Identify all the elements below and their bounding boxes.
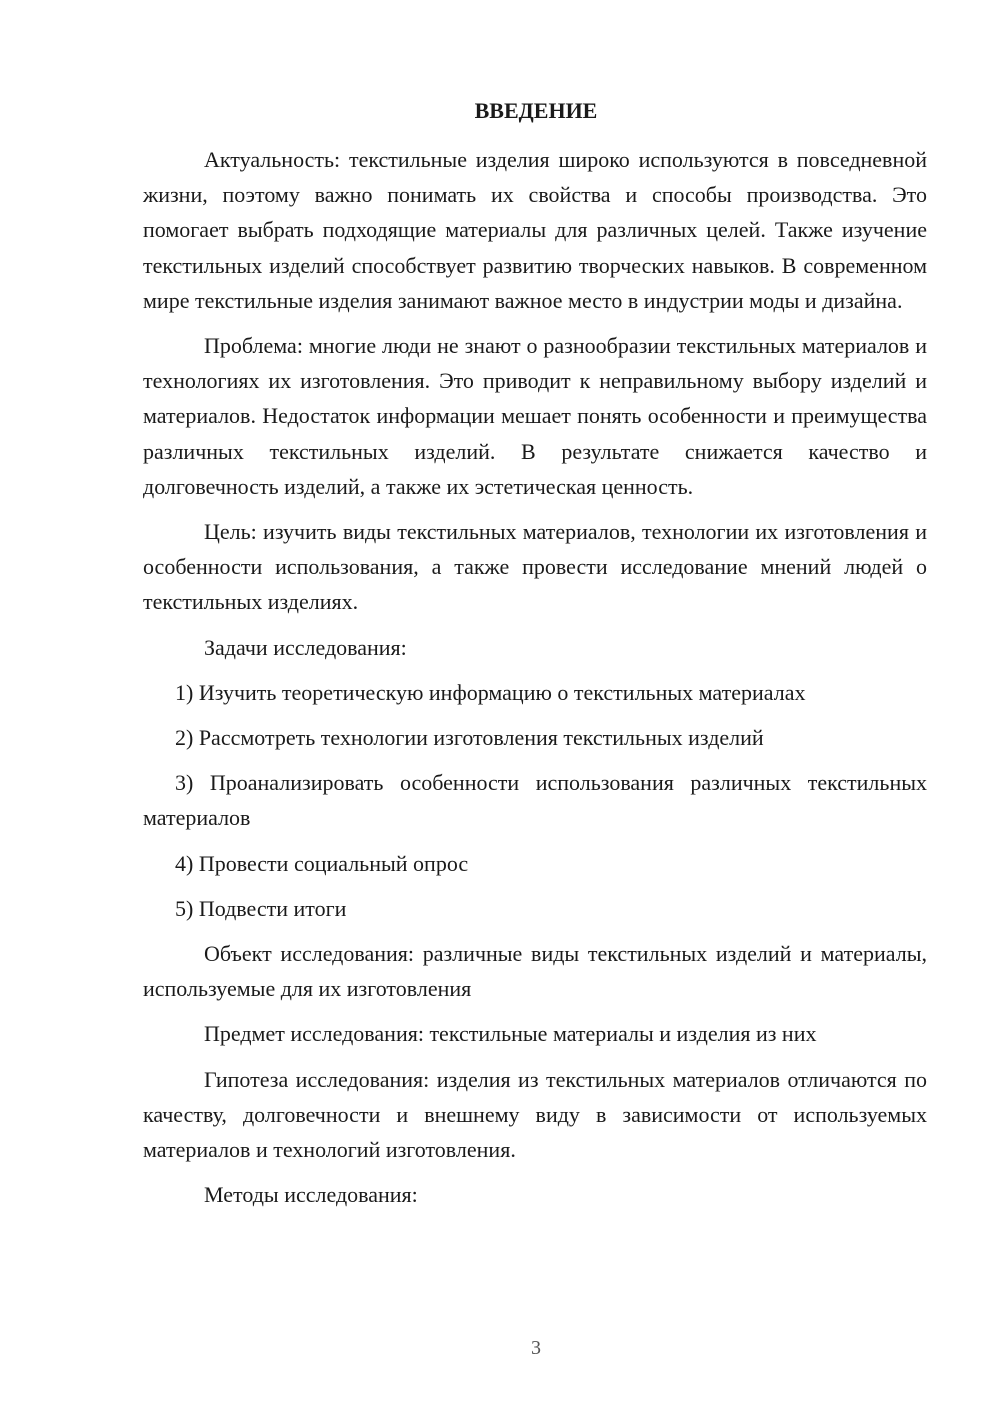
paragraph-tasks-heading: Задачи исследования: bbox=[204, 634, 407, 660]
task-item-1: 1) Изучить теоретическую информацию о текстильных материалах bbox=[175, 679, 806, 705]
page-title: ВВЕДЕНИЕ bbox=[474, 98, 598, 123]
task-item-3: 3) Проанализировать особенности использования различных текстильных материалов bbox=[143, 770, 927, 831]
paragraph-relevance: Актуальность: текстильные изделия широко используются в повседневной жизни, поэтому важно понимать их свойства и способы производства. Это помогает выбрать подходящие материалы для различных целей. Также изучение текстильных изделий способствует развитию творческих навыков. В современном мире текстильные изделия занимают важное место в индустрии моды и дизайна. bbox=[143, 147, 927, 313]
task-item-2: 2) Рассмотреть технологии изготовления текстильных изделий bbox=[175, 725, 764, 751]
page-number: 3 bbox=[531, 1337, 541, 1359]
task-item-4: 4) Провести социальный опрос bbox=[175, 850, 469, 876]
paragraph-methods-heading: Методы исследования: bbox=[204, 1182, 418, 1208]
paragraph-subject: Предмет исследования: текстильные материалы и изделия из них bbox=[204, 1021, 817, 1047]
task-item-5: 5) Подвести итоги bbox=[175, 895, 347, 921]
paragraph-hypothesis: Гипотеза исследования: изделия из текстильных материалов отличаются по качеству, долговечности и внешнему виду в зависимости от используемых материалов и технологий изготовления. bbox=[143, 1066, 927, 1163]
paragraph-problem: Проблема: многие люди не знают о разнообразии текстильных материалов и технологиях их изготовления. Это приводит к неправильному выбору изделий и материалов. Недостаток информации мешает понять особенности и преимущества различных текстильных изделий. В результате снижается качество и долговечность изделий, а также их эстетическая ценность. bbox=[143, 333, 927, 499]
paragraph-object: Объект исследования: различные виды текстильных изделий и материалы, используемые для их изготовления bbox=[143, 941, 927, 1002]
document-body bbox=[143, 142, 927, 1222]
paragraph-goal: Цель: изучить виды текстильных материалов, технологии их изготовления и особенности использования, а также провести исследование мнений людей о текстильных изделиях. bbox=[143, 519, 927, 615]
